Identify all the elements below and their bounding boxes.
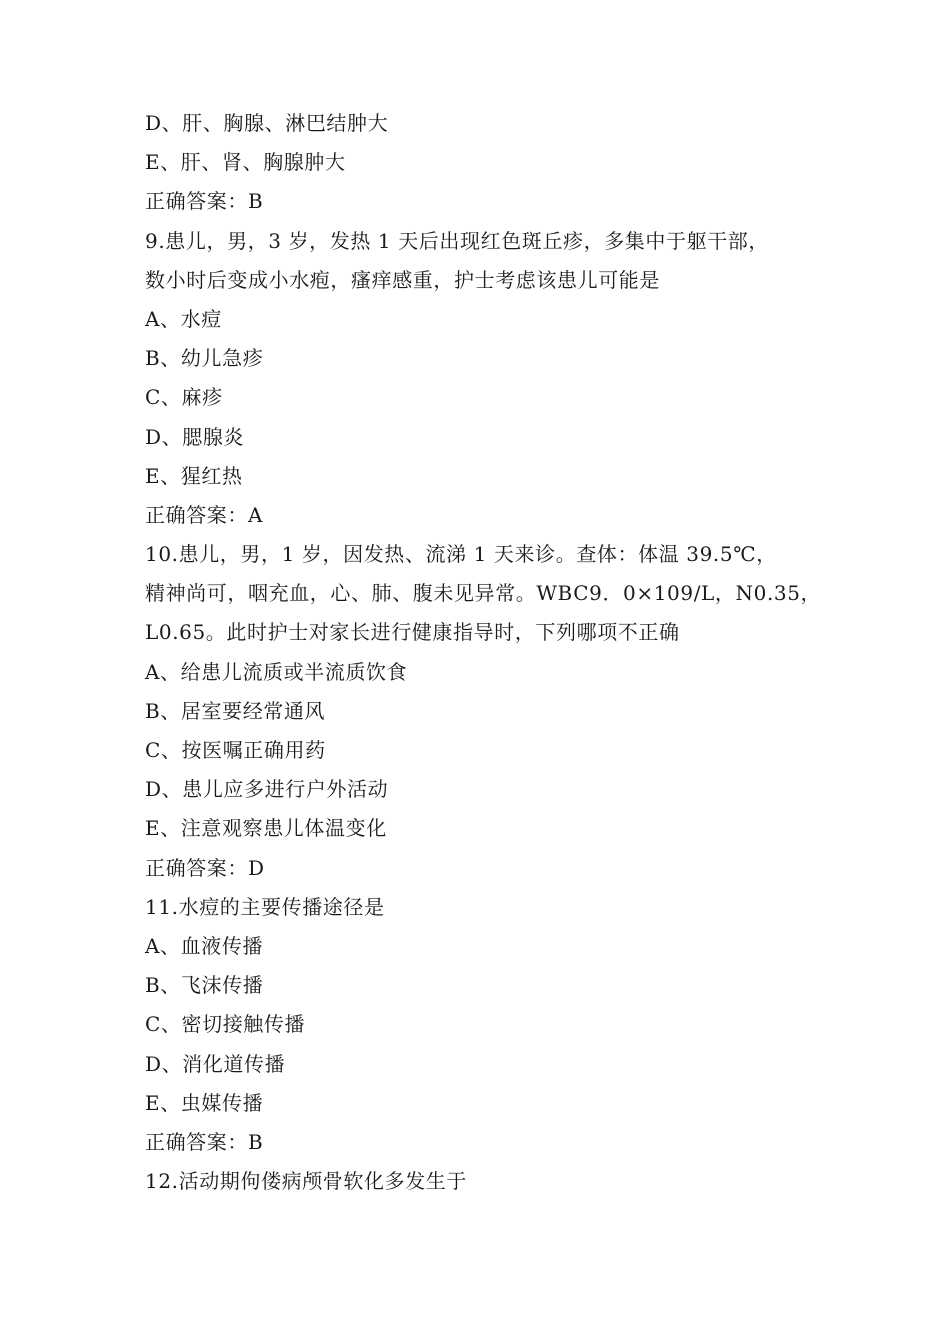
option-line: E、肝、肾、胸腺肿大: [145, 150, 346, 175]
option-line: B、飞沫传播: [145, 973, 264, 998]
question-stem: 精神尚可，咽充血，心、肺、腹未见异常。WBC9．0×109/L，N0.35，: [145, 581, 822, 606]
document-page: [145, 104, 835, 1201]
answer-line: 正确答案：D: [145, 855, 265, 880]
option-line: E、注意观察患儿体温变化: [145, 816, 387, 841]
option-line: E、虫媒传播: [145, 1090, 264, 1115]
question-stem: 12.活动期佝偻病颅骨软化多发生于: [145, 1169, 468, 1194]
option-line: D、腮腺炎: [145, 424, 245, 449]
option-line: D、肝、胸腺、淋巴结肿大: [145, 111, 389, 135]
option-line: A、给患儿流质或半流质饮食: [145, 659, 408, 684]
question-stem: 9.患儿，男，3 岁，发热 1 天后出现红色斑丘疹，多集中于躯干部，: [145, 228, 770, 253]
answer-line: 正确答案：B: [145, 1129, 264, 1154]
option-line: E、猩红热: [145, 463, 243, 488]
option-line: A、血液传播: [145, 933, 264, 958]
option-line: C、密切接触传播: [145, 1012, 306, 1037]
answer-line: 正确答案：A: [145, 502, 264, 527]
option-line: C、麻疹: [145, 385, 223, 410]
question-stem: 数小时后变成小水疱，瘙痒感重，护士考虑该患儿可能是: [145, 267, 660, 292]
option-line: D、消化道传播: [145, 1051, 286, 1076]
answer-line: 正确答案：B: [145, 189, 264, 214]
option-line: A、水痘: [145, 306, 222, 331]
option-line: C、按医嘱正确用药: [145, 738, 326, 762]
option-line: B、居室要经常通风: [145, 698, 326, 723]
question-stem: 11.水痘的主要传播途径是: [145, 894, 385, 919]
option-line: B、幼儿急疹: [145, 346, 264, 371]
question-stem: L0.65。此时护士对家长进行健康指导时，下列哪项不正确: [145, 620, 680, 645]
question-stem: 10.患儿，男，1 岁，因发热、流涕 1 天来诊。查体：体温 39.5℃，: [145, 542, 777, 567]
option-line: D、患儿应多进行户外活动: [145, 777, 389, 802]
